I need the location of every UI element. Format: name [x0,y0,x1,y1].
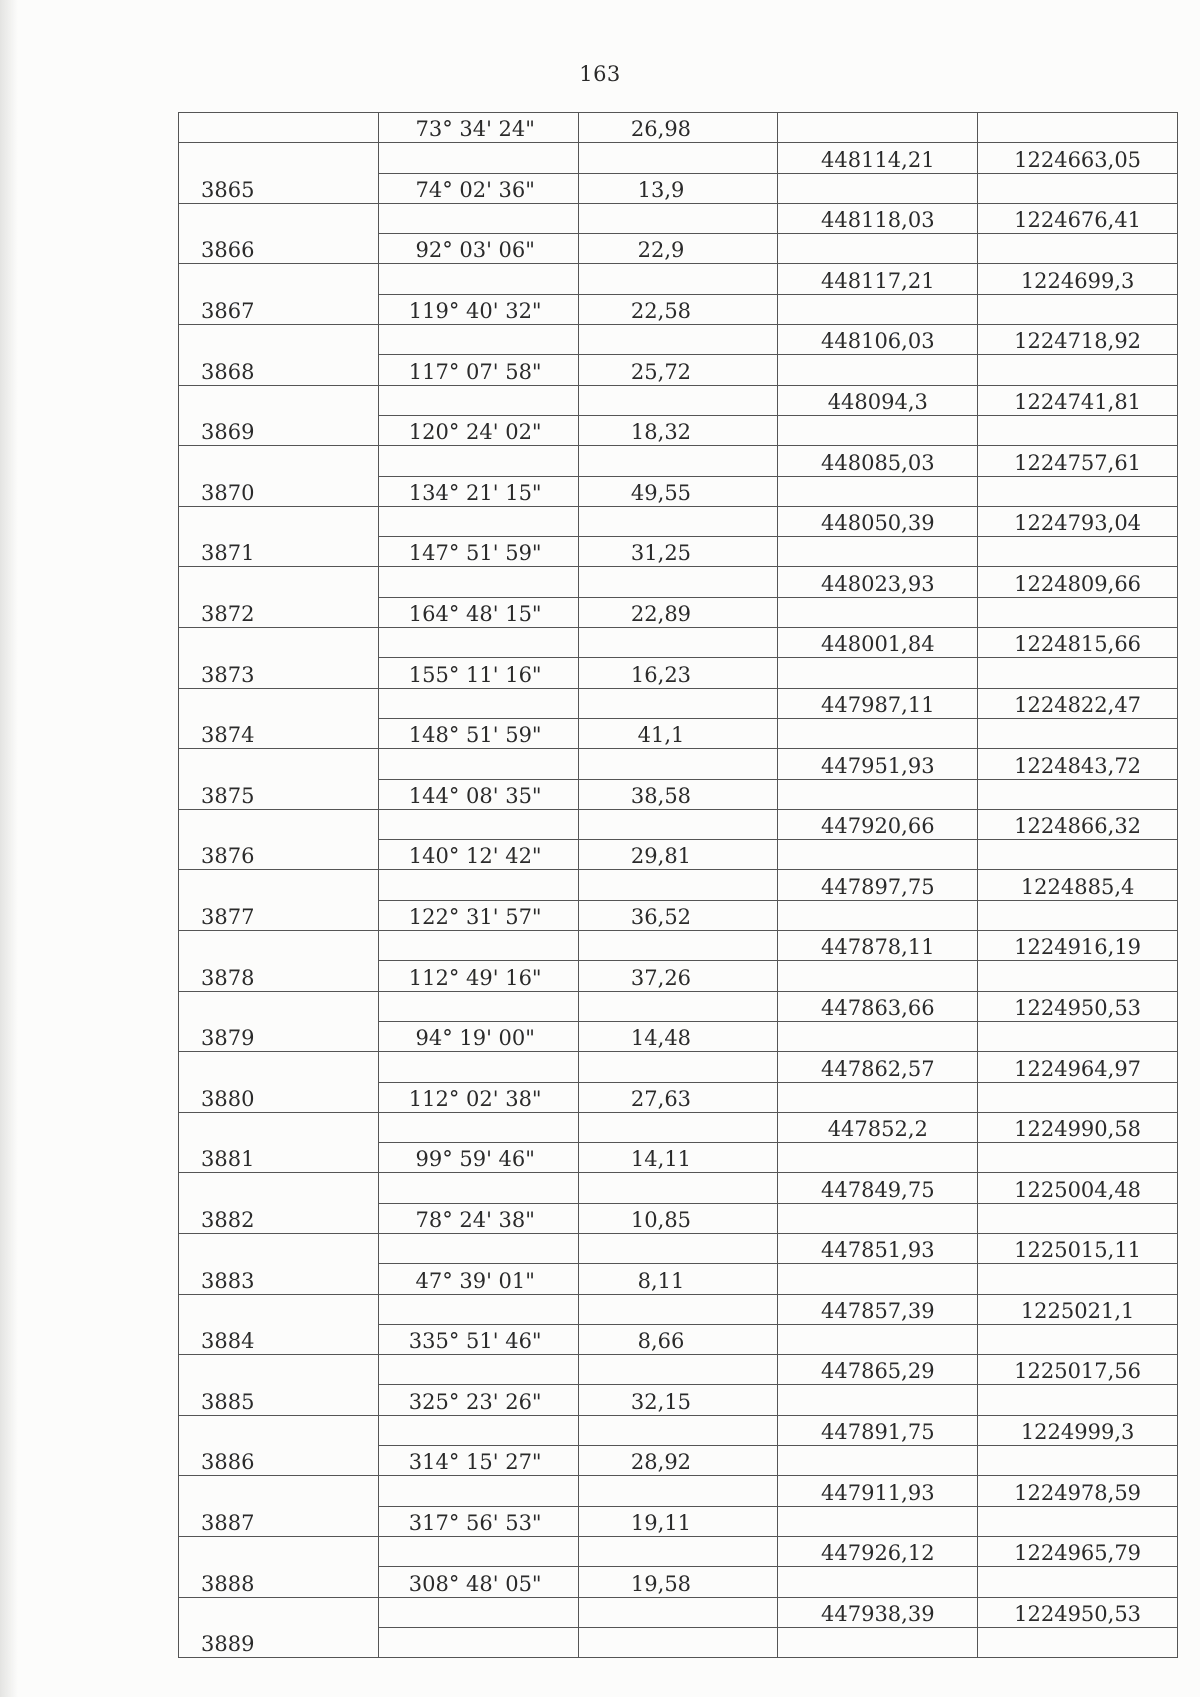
angle-cell-empty [378,931,578,961]
y-cell-empty [978,1264,1178,1294]
x-coordinate-cell: 448114,21 [778,143,978,173]
distance-cell-empty [578,809,778,839]
distance-cell-empty [578,628,778,658]
angle-cell: 164° 48' 15" [378,597,578,627]
x-coordinate-cell: 447862,57 [778,1052,978,1082]
table-row-point [179,870,1178,900]
y-coordinate-cell: 1225017,56 [978,1355,1178,1385]
angle-cell-empty [378,809,578,839]
angle-cell-empty [378,1233,578,1263]
y-coordinate-cell: 1224999,3 [978,1415,1178,1445]
y-cell-empty [978,415,1178,445]
distance-cell: 38,58 [578,779,778,809]
angle-cell: 308° 48' 05" [378,1567,578,1597]
x-cell-empty [778,113,978,143]
x-coordinate-cell: 448001,84 [778,628,978,658]
angle-cell: 144° 08' 35" [378,779,578,809]
x-coordinate-cell: 447938,39 [778,1597,978,1627]
x-cell-empty [778,1627,978,1657]
distance-cell: 22,89 [578,597,778,627]
angle-cell: 117° 07' 58" [378,355,578,385]
y-cell-empty [978,1385,1178,1415]
point-number-cell: 3874 [179,688,379,749]
distance-cell: 14,11 [578,1143,778,1173]
x-cell-empty [778,537,978,567]
angle-cell-empty [378,1597,578,1627]
table-row-point [179,1476,1178,1506]
angle-cell: 92° 03' 06" [378,234,578,264]
angle-cell-empty [378,688,578,718]
distance-cell-empty [578,1233,778,1263]
y-coordinate-cell: 1224822,47 [978,688,1178,718]
distance-cell: 8,66 [578,1324,778,1354]
angle-cell: 134° 21' 15" [378,476,578,506]
distance-cell-empty [578,931,778,961]
distance-cell: 10,85 [578,1203,778,1233]
angle-cell-empty [378,991,578,1021]
y-cell-empty [978,1506,1178,1536]
x-cell-empty [778,1385,978,1415]
y-cell-empty [978,173,1178,203]
angle-cell: 335° 51' 46" [378,1324,578,1354]
distance-cell-empty [578,567,778,597]
x-coordinate-cell: 447865,29 [778,1355,978,1385]
y-cell-empty [978,113,1178,143]
distance-cell: 28,92 [578,1446,778,1476]
y-coordinate-cell: 1225004,48 [978,1173,1178,1203]
x-cell-empty [778,840,978,870]
coordinate-table-body [179,113,1178,1658]
y-coordinate-cell: 1224809,66 [978,567,1178,597]
angle-cell-empty [378,1173,578,1203]
angle-cell: 122° 31' 57" [378,900,578,930]
y-cell-empty [978,294,1178,324]
table-row-point [179,264,1178,294]
y-coordinate-cell: 1224950,53 [978,1597,1178,1627]
x-coordinate-cell: 447849,75 [778,1173,978,1203]
angle-cell: 148° 51' 59" [378,718,578,748]
point-number-cell: 3882 [179,1173,379,1234]
y-cell-empty [978,1324,1178,1354]
angle-cell: 47° 39' 01" [378,1264,578,1294]
x-coordinate-cell: 447911,93 [778,1476,978,1506]
table-row-point [179,991,1178,1021]
y-coordinate-cell: 1224718,92 [978,325,1178,355]
table-row-point [179,1536,1178,1566]
y-cell-empty [978,1143,1178,1173]
x-coordinate-cell: 447857,39 [778,1294,978,1324]
x-cell-empty [778,173,978,203]
x-cell-empty [778,1446,978,1476]
x-coordinate-cell: 447863,66 [778,991,978,1021]
point-number-cell: 3880 [179,1052,379,1113]
distance-cell: 36,52 [578,900,778,930]
y-coordinate-cell: 1224843,72 [978,749,1178,779]
angle-cell: 155° 11' 16" [378,658,578,688]
distance-cell: 27,63 [578,1082,778,1112]
table-row-point [179,385,1178,415]
table-row-point [179,203,1178,233]
x-cell-empty [778,779,978,809]
x-cell-empty [778,355,978,385]
y-cell-empty [978,355,1178,385]
distance-cell: 29,81 [578,840,778,870]
distance-cell-empty [578,1112,778,1142]
distance-cell-empty [578,1052,778,1082]
distance-cell-empty [578,325,778,355]
table-row-point [179,688,1178,718]
distance-cell-empty [578,1173,778,1203]
point-number-cell: 3881 [179,1112,379,1173]
y-cell-empty [978,597,1178,627]
table-row-point [179,809,1178,839]
y-cell-empty [978,476,1178,506]
distance-cell-empty [578,1355,778,1385]
angle-cell-empty [378,567,578,597]
point-number-cell: 3866 [179,203,379,264]
x-cell-empty [778,718,978,748]
y-cell-empty [978,779,1178,809]
y-coordinate-cell: 1224990,58 [978,1112,1178,1142]
angle-cell: 78° 24' 38" [378,1203,578,1233]
x-coordinate-cell: 447852,2 [778,1112,978,1142]
x-coordinate-cell: 448050,39 [778,506,978,536]
x-coordinate-cell: 448085,03 [778,446,978,476]
y-cell-empty [978,900,1178,930]
point-number-cell: 3868 [179,325,379,386]
x-coordinate-cell: 448118,03 [778,203,978,233]
distance-cell-empty [578,506,778,536]
x-cell-empty [778,1264,978,1294]
table-row-point [179,567,1178,597]
point-number-cell: 3884 [179,1294,379,1355]
x-cell-empty [778,658,978,688]
y-coordinate-cell: 1224676,41 [978,203,1178,233]
table-row-point [179,1233,1178,1263]
point-number-cell: 3888 [179,1536,379,1597]
point-number-cell: 3876 [179,809,379,870]
scan-shadow-edge [0,0,18,1697]
angle-cell-empty [378,1052,578,1082]
x-cell-empty [778,1506,978,1536]
distance-cell-empty [578,1476,778,1506]
distance-cell: 26,98 [578,113,778,143]
distance-cell: 16,23 [578,658,778,688]
table-row-point [179,1355,1178,1385]
point-number-cell: 3878 [179,931,379,992]
y-coordinate-cell: 1224916,19 [978,931,1178,961]
y-coordinate-cell: 1224741,81 [978,385,1178,415]
distance-cell: 22,58 [578,294,778,324]
distance-cell-empty [578,1597,778,1627]
table-row-point [179,1112,1178,1142]
point-number-cell: 3887 [179,1476,379,1537]
x-coordinate-cell: 448094,3 [778,385,978,415]
angle-cell-empty [378,264,578,294]
y-cell-empty [978,658,1178,688]
x-cell-empty [778,900,978,930]
y-coordinate-cell: 1224793,04 [978,506,1178,536]
distance-cell: 31,25 [578,537,778,567]
distance-cell [578,1627,778,1657]
x-coordinate-cell: 447878,11 [778,931,978,961]
table-row-first-segment [179,113,1178,143]
x-cell-empty [778,961,978,991]
table-row-point [179,325,1178,355]
y-cell-empty [978,1567,1178,1597]
y-coordinate-cell: 1224978,59 [978,1476,1178,1506]
angle-cell: 112° 02' 38" [378,1082,578,1112]
distance-cell: 41,1 [578,718,778,748]
y-coordinate-cell: 1224699,3 [978,264,1178,294]
angle-cell-empty [378,1536,578,1566]
point-number-cell: 3875 [179,749,379,810]
angle-cell: 314° 15' 27" [378,1446,578,1476]
x-cell-empty [778,597,978,627]
table-row-point [179,1173,1178,1203]
angle-cell: 74° 02' 36" [378,173,578,203]
distance-cell-empty [578,203,778,233]
distance-cell-empty [578,446,778,476]
angle-cell-empty [378,1112,578,1142]
distance-cell-empty [578,991,778,1021]
point-number-cell: 3873 [179,628,379,689]
x-coordinate-cell: 447920,66 [778,809,978,839]
angle-cell: 119° 40' 32" [378,294,578,324]
y-cell-empty [978,1446,1178,1476]
angle-cell: 317° 56' 53" [378,1506,578,1536]
angle-cell: 112° 49' 16" [378,961,578,991]
y-coordinate-cell: 1224815,66 [978,628,1178,658]
x-cell-empty [778,1567,978,1597]
angle-cell-empty [378,1415,578,1445]
x-coordinate-cell: 447951,93 [778,749,978,779]
distance-cell-empty [578,1294,778,1324]
x-coordinate-cell: 448117,21 [778,264,978,294]
x-cell-empty [778,476,978,506]
table-row-point [179,1052,1178,1082]
table-row-point [179,931,1178,961]
angle-cell-empty [378,1355,578,1385]
y-coordinate-cell: 1224663,05 [978,143,1178,173]
point-number-cell: 3870 [179,446,379,507]
x-coordinate-cell: 447891,75 [778,1415,978,1445]
point-number-cell: 3865 [179,143,379,204]
distance-cell-empty [578,1415,778,1445]
x-coordinate-cell: 447851,93 [778,1233,978,1263]
table-row-point [179,1597,1178,1627]
angle-cell-empty [378,1476,578,1506]
point-number-cell: 3879 [179,991,379,1052]
point-number-cell: 3889 [179,1597,379,1658]
point-number-cell: 3867 [179,264,379,325]
distance-cell: 32,15 [578,1385,778,1415]
angle-cell-empty [378,143,578,173]
y-coordinate-cell: 1225015,11 [978,1233,1178,1263]
angle-cell: 94° 19' 00" [378,1021,578,1051]
y-coordinate-cell: 1224964,97 [978,1052,1178,1082]
angle-cell-empty [378,1294,578,1324]
table-row-point [179,1294,1178,1324]
y-coordinate-cell: 1224950,53 [978,991,1178,1021]
angle-cell: 99° 59' 46" [378,1143,578,1173]
angle-cell-empty [378,870,578,900]
distance-cell: 22,9 [578,234,778,264]
y-coordinate-cell: 1224757,61 [978,446,1178,476]
angle-cell-empty [378,628,578,658]
table-row-point [179,143,1178,173]
x-cell-empty [778,1324,978,1354]
table-row-point [179,749,1178,779]
point-number-cell: 3885 [179,1355,379,1416]
distance-cell: 8,11 [578,1264,778,1294]
y-cell-empty [978,1203,1178,1233]
angle-cell [378,1627,578,1657]
distance-cell-empty [578,385,778,415]
y-cell-empty [978,1627,1178,1657]
x-cell-empty [778,1082,978,1112]
table-row-point [179,506,1178,536]
distance-cell: 25,72 [578,355,778,385]
table-row-point [179,628,1178,658]
y-cell-empty [978,234,1178,264]
x-coordinate-cell: 447897,75 [778,870,978,900]
point-cell-empty [179,113,379,143]
point-number-cell: 3877 [179,870,379,931]
distance-cell-empty [578,1536,778,1566]
angle-cell-empty [378,325,578,355]
distance-cell: 19,58 [578,1567,778,1597]
distance-cell-empty [578,688,778,718]
y-coordinate-cell: 1224866,32 [978,809,1178,839]
x-coordinate-cell: 448106,03 [778,325,978,355]
angle-cell: 73° 34' 24" [378,113,578,143]
table-row-point [179,1415,1178,1445]
distance-cell: 19,11 [578,1506,778,1536]
angle-cell-empty [378,446,578,476]
table-row-point [179,446,1178,476]
angle-cell: 147° 51' 59" [378,537,578,567]
y-cell-empty [978,1021,1178,1051]
y-coordinate-cell: 1225021,1 [978,1294,1178,1324]
angle-cell-empty [378,385,578,415]
angle-cell-empty [378,506,578,536]
page-number: 163 [579,62,621,86]
distance-cell: 49,55 [578,476,778,506]
x-cell-empty [778,1203,978,1233]
angle-cell: 120° 24' 02" [378,415,578,445]
y-cell-empty [978,961,1178,991]
y-cell-empty [978,718,1178,748]
x-coordinate-cell: 447926,12 [778,1536,978,1566]
distance-cell: 13,9 [578,173,778,203]
distance-cell-empty [578,749,778,779]
point-number-cell: 3886 [179,1415,379,1476]
x-cell-empty [778,415,978,445]
y-cell-empty [978,1082,1178,1112]
angle-cell: 140° 12' 42" [378,840,578,870]
x-cell-empty [778,294,978,324]
angle-cell-empty [378,749,578,779]
point-number-cell: 3871 [179,506,379,567]
y-cell-empty [978,840,1178,870]
y-coordinate-cell: 1224965,79 [978,1536,1178,1566]
x-coordinate-cell: 447987,11 [778,688,978,718]
point-number-cell: 3883 [179,1233,379,1294]
distance-cell: 14,48 [578,1021,778,1051]
distance-cell-empty [578,870,778,900]
angle-cell: 325° 23' 26" [378,1385,578,1415]
angle-cell-empty [378,203,578,233]
y-coordinate-cell: 1224885,4 [978,870,1178,900]
x-cell-empty [778,1143,978,1173]
x-cell-empty [778,1021,978,1051]
distance-cell-empty [578,264,778,294]
x-cell-empty [778,234,978,264]
distance-cell: 18,32 [578,415,778,445]
x-coordinate-cell: 448023,93 [778,567,978,597]
point-number-cell: 3869 [179,385,379,446]
point-number-cell: 3872 [179,567,379,628]
distance-cell-empty [578,143,778,173]
y-cell-empty [978,537,1178,567]
distance-cell: 37,26 [578,961,778,991]
coordinate-table [178,112,1178,1658]
